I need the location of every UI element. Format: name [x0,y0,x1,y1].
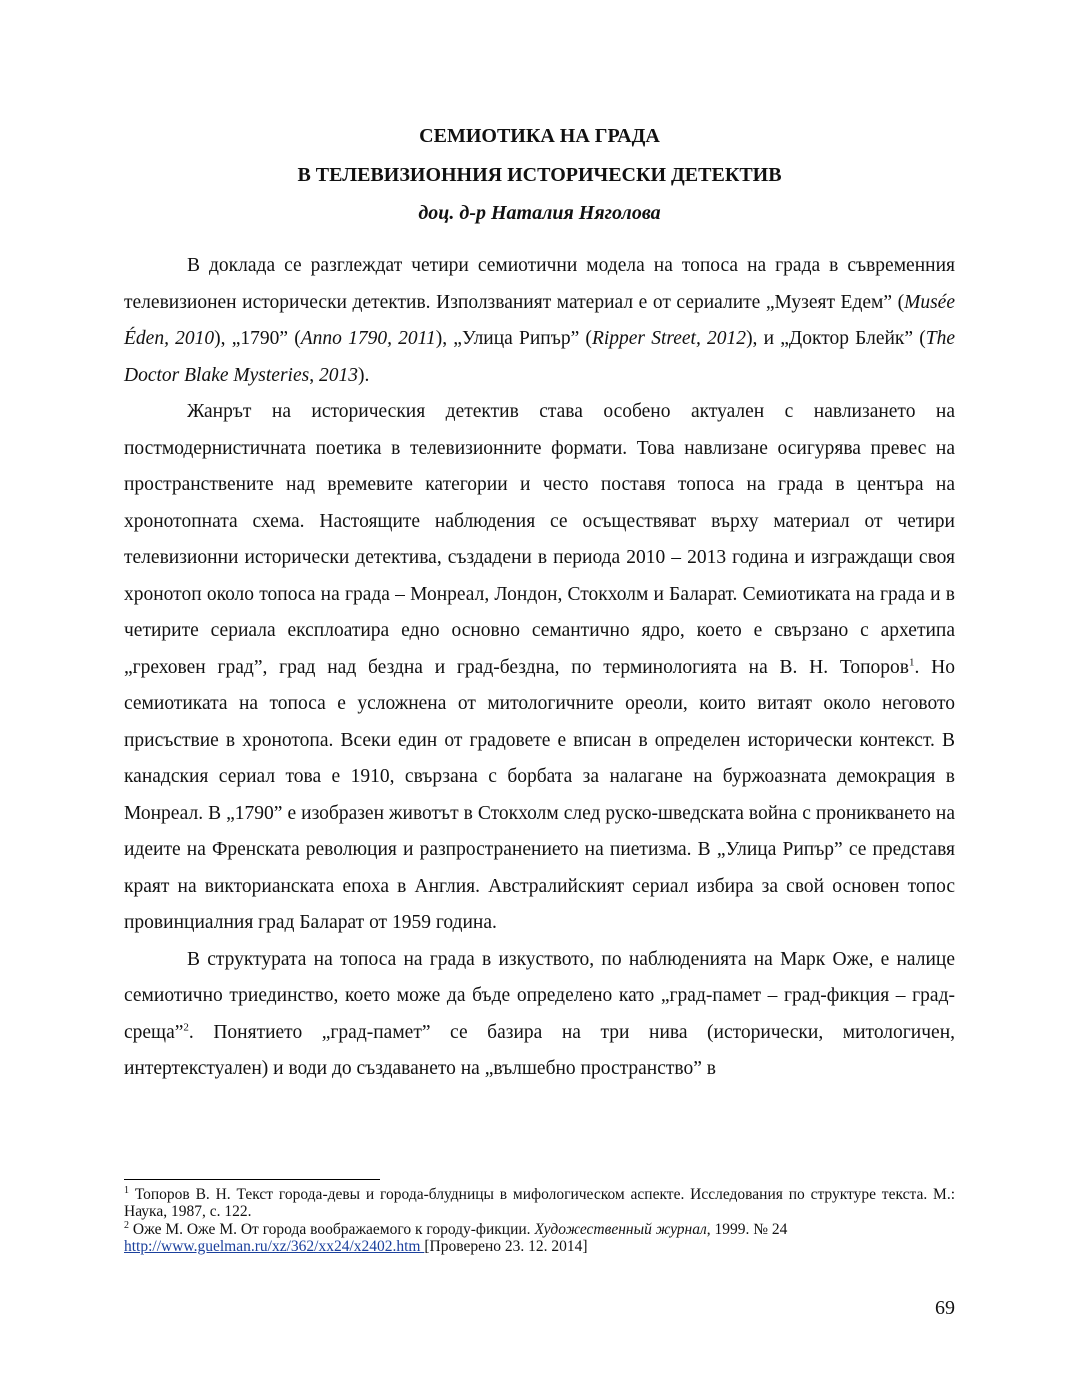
p1-italic-year: 2013 [318,364,358,386]
title-line-2: В ТЕЛЕВИЗИОННИЯ ИСТОРИЧЕСКИ ДЕТЕКТИВ [297,164,782,186]
p1-italic-title-2: Anno 1790, 2011 [300,328,436,349]
footnote-2-checked-date: [Проверено 23. 12. 2014] [424,1238,588,1255]
body-text [124,248,955,1088]
footnotes [124,1186,955,1256]
footnote-ref-2[interactable]: 2 [183,1021,189,1033]
p2-text-a: Жанрът на историческия детектив става особено актуален с навлизането на постмодернистичната поетика в телевизионните формати. Това навлизане осигурява превес на пространствените над времевите категории и често поставя топоса на града в центъра на хронотопната схема. Настоящите наблюдения се осъществяват върху материал от четири телевизионни исторически детектива, създадени в периода 2010 – 2013 година и изграждащи своя хронотоп около топоса на града – Монреал, Лондон, Стокхолм и Баларат. Семиотиката на града и в четирите сериала експлоатира едно основно семантично ядро, което е свързано с архетипа „греховен град”, град над бездна и град-бездна, по терминологията на В. Н. Топоров [124,401,955,678]
p1-text-k: ). [357,364,370,386]
footnote-2-marker: 2 [124,1219,129,1231]
footnote-1-marker: 1 [124,1184,129,1196]
footnote-divider [124,1179,380,1180]
footnote-2-text-b: , 1999. № 24 [706,1221,788,1238]
paragraph-3 [124,942,955,1088]
page-number: 69 [935,1297,955,1319]
p3-text-b: . Понятието „град-памет” се базира на три нива (исторически, митологичен, интертекстуален) и води до създаването на „вълшебно пространство” в [124,1021,955,1079]
footnote-ref-1[interactable]: 1 [909,656,915,668]
paragraph-2 [124,394,955,942]
p1-text-e: ), „Улица Рипър” ( [435,328,592,349]
p1-italic-title-4: The Doctor Blake Mysteries [124,328,955,386]
footnote-2 [124,1221,955,1255]
p1-text-i: , [309,364,319,386]
footnote-2-text-a: Оже М. Оже М. От города воображаемого к городу-фикции. [129,1221,535,1238]
p1-text-c: ), „1790” ( [214,328,301,349]
p1-italic-title-1: Musée Éden, 2010 [124,291,955,349]
author-name: доц. д-р Наталия Няголова [418,202,661,224]
p1-text-a: В доклада се разглеждат четири семиотични модела на топоса на града в съвременния телевизионен исторически детектив. Използваният материал е от сериалите „Музеят Едем” ( [124,255,955,313]
paragraph-1 [124,248,955,394]
footnote-1-text: Топоров В. Н. Текст города-девы и города-блудницы в мифологическом аспекте. Исследования по структуре текста. М.: Наука, 1987, с. 122. [124,1186,955,1220]
p1-text-g: ), и „Доктор Блейк” ( [746,328,926,349]
p1-italic-title-3: Ripper Street, 2012 [591,328,747,349]
document-page [124,0,955,1397]
title-line-1: СЕМИОТИКА НА ГРАДА [419,125,660,147]
p2-text-b: . Но семиотиката на топоса е усложнена от митологичните ореоли, които витаят около неговото присъствие в хронотопа. Всеки един от градовете е вписан в определен исторически контекст. В канадския сериал това е 1910, свързана с борбата за налагане на буржоазната демокрация в Монреал. В „1790” е изобразен животът в Стокхолм след руско-шведската война с проникването на идеите на Френската революция и разпространението на пиетизма. В „Улица Рипър” се представя краят на викторианската епоха в Англия. Австралийският сериал избира за свой основен топос провинциалния град Баларат от 1959 година. [124,656,955,933]
footnote-1 [124,1186,955,1220]
p3-text-a: В структурата на топоса на града в изкуството, по наблюденията на Марк Оже, е налице семиотично триединство, което може да бъде определено като „град-памет – град-фикция – град-среща” [124,948,955,1043]
footnote-2-journal: Художественный журнал [534,1221,707,1238]
footnote-2-link[interactable]: http://www.guelman.ru/xz/362/xx24/x2402.htm [124,1238,425,1255]
